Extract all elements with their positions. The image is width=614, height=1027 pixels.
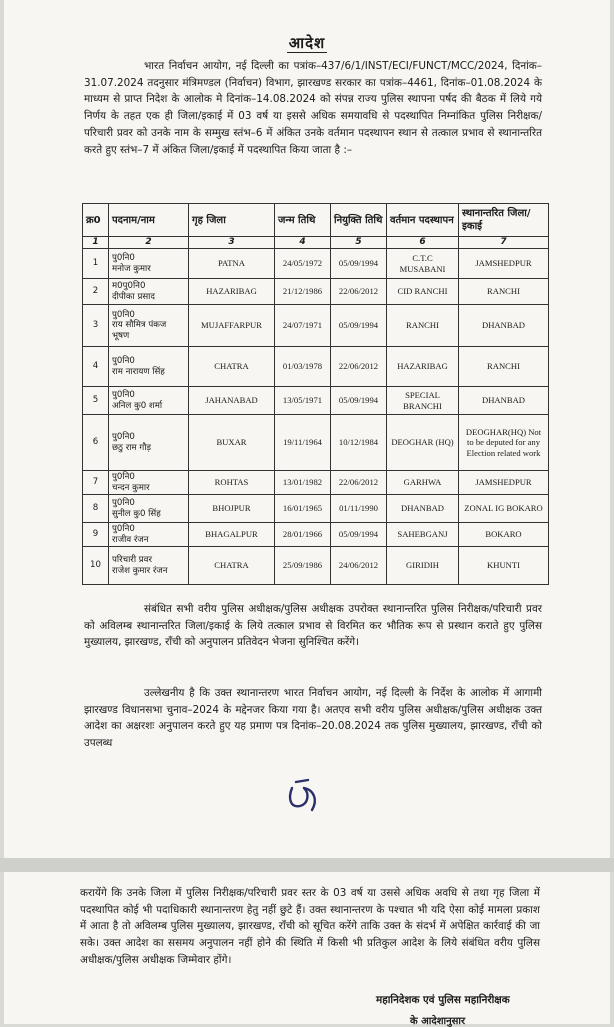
designation-label: पु0नि0 xyxy=(112,524,135,534)
col-num: 1 xyxy=(83,237,109,249)
home-district-cell: CHATRA xyxy=(189,347,275,387)
current-posting-cell: HAZARIBAG xyxy=(387,347,459,387)
doa-cell: 22/06/2012 xyxy=(331,471,387,495)
table-row xyxy=(83,305,549,347)
designation-label: पु0नि0 xyxy=(112,390,135,400)
table-row xyxy=(83,471,549,495)
transfer-cell: RANCHI xyxy=(459,279,549,305)
home-district-cell: BHAGALPUR xyxy=(189,523,275,547)
dob-cell: 28/01/1966 xyxy=(275,523,331,547)
table-row xyxy=(83,495,549,523)
sn-cell: 7 xyxy=(83,471,109,495)
home-district-cell: MUJAFFARPUR xyxy=(189,305,275,347)
designation-label: पु0नि0 xyxy=(112,253,135,263)
transfer-cell: ZONAL IG BOKARO xyxy=(459,495,549,523)
transfer-cell: DEOGHAR(HQ) Not to be deputed for any Election related work xyxy=(459,415,549,471)
name-cell xyxy=(109,471,189,495)
transfer-cell: BOKARO xyxy=(459,523,549,547)
sn-cell: 6 xyxy=(83,415,109,471)
current-posting-cell: RANCHI xyxy=(387,305,459,347)
name-cell xyxy=(109,523,189,547)
transfer-cell: RANCHI xyxy=(459,347,549,387)
name-cell xyxy=(109,495,189,523)
current-posting-cell: DHANBAD xyxy=(387,495,459,523)
col-num: 4 xyxy=(275,237,331,249)
home-district-cell: BUXAR xyxy=(189,415,275,471)
dob-cell: 13/05/1971 xyxy=(275,387,331,415)
officer-name: राय सौमित्र पंकज भूषण xyxy=(112,320,167,341)
doa-cell: 05/09/1994 xyxy=(331,305,387,347)
header-dob: जन्म तिथि xyxy=(275,204,331,237)
transfer-cell: KHUNTI xyxy=(459,547,549,585)
sn-cell: 5 xyxy=(83,387,109,415)
transfer-cell: JAMSHEDPUR xyxy=(459,471,549,495)
table-row xyxy=(83,387,549,415)
officer-name: राजीव रंजन xyxy=(112,534,149,545)
designation-label: परिचारी प्रवर xyxy=(112,555,152,565)
name-cell xyxy=(109,415,189,471)
doa-cell: 22/06/2012 xyxy=(331,347,387,387)
officer-name: राम नारायण सिंह xyxy=(112,366,165,377)
dob-cell: 13/01/1982 xyxy=(275,471,331,495)
header-doa: नियुक्ति तिथि xyxy=(331,204,387,237)
name-cell xyxy=(109,387,189,415)
doa-cell: 22/06/2012 xyxy=(331,279,387,305)
table-row xyxy=(83,523,549,547)
compliance-paragraph: संबंधित सभी वरीय पुलिस अधीक्षक/पुलिस अधीक्षक उपरोक्त स्थानान्तरित पुलिस निरीक्षक/परिचारी प्रवर को अविलम्ब स्थानान्तरित जिला/इकाई के लिये तत्काल प्रभाव से विरमित कर भौतिक रूप से प्रस्थान कराते हुए पुलिस मुख्यालय, झारखण्ड, राँची को अनुपालन प्रतिवेदन भेजना सुनिश्चित करेंगे। xyxy=(84,603,542,649)
doa-cell: 01/11/1990 xyxy=(331,495,387,523)
table-row xyxy=(83,279,549,305)
designation-label: पु0नि0 xyxy=(112,432,135,442)
dob-cell: 19/11/1964 xyxy=(275,415,331,471)
designation-label: पु0नि0 xyxy=(112,472,135,482)
sn-cell: 8 xyxy=(83,495,109,523)
name-cell xyxy=(109,347,189,387)
current-posting-cell: SAHEBGANJ xyxy=(387,523,459,547)
designation-label: पु0नि0 xyxy=(112,309,135,320)
continuation-paragraph: करायेंगे कि उनके जिला में पुलिस निरीक्षक/परिचारी प्रवर स्तर के 03 वर्ष या उससे अधिक अवधि से तथा गृह जिला में पदस्थापित कोई भी पदाधिकारी स्थानान्तरण हेतु नहीं छुटे हैं। उक्त स्थानान्तरण के पश्चात भी यदि ऐसा कोई मामला प्रकाश में आता है तो अविलम्ब पुलिस मुख्यालय, झारखण्ड, राँची को सूचित करेंगे ताकि उक्त के संदर्भ में अपेक्षित कार्रवाई की जा सके। उक्त आदेश का ससमय अनुपालन नहीं होने की स्थिति में किसी भी प्रतिकुल आदेश के लिये संबंधित वरीय पुलिस अधीक्षक/पुलिस अधीक्षक जिम्मेवार होंगे। xyxy=(80,887,540,966)
column-number-row xyxy=(83,237,549,249)
transfer-cell: JAMSHEDPUR xyxy=(459,249,549,279)
table-row xyxy=(83,415,549,471)
designation-label: पु0नि0 xyxy=(112,356,135,366)
designation-label: पु0नि0 xyxy=(112,498,135,508)
name-cell xyxy=(109,547,189,585)
header-sn: क्र0 xyxy=(83,204,109,237)
name-cell xyxy=(109,279,189,305)
home-district-cell: JAHANABAD xyxy=(189,387,275,415)
home-district-cell: HAZARIBAG xyxy=(189,279,275,305)
signatory-designation: महानिदेशक एवं पुलिस महानिरीक्षक xyxy=(376,994,510,1006)
table-row xyxy=(83,547,549,585)
officer-name: छठु राम गौड़ xyxy=(112,442,152,453)
sn-cell: 2 xyxy=(83,279,109,305)
transfer-cell: DHANBAD xyxy=(459,305,549,347)
officer-name: राजेश कुमार रंजन xyxy=(112,565,168,576)
col-num: 5 xyxy=(331,237,387,249)
name-cell xyxy=(109,305,189,347)
designation-label: म0पु0नि0 xyxy=(112,281,146,291)
sn-cell: 4 xyxy=(83,347,109,387)
current-posting-cell: DEOGHAR (HQ) xyxy=(387,415,459,471)
doa-cell: 05/09/1994 xyxy=(331,387,387,415)
table-row xyxy=(83,347,549,387)
current-posting-cell: GIRIDIH xyxy=(387,547,459,585)
document-title: आदेश xyxy=(288,34,326,52)
sn-cell: 9 xyxy=(83,523,109,547)
table-row xyxy=(83,249,549,279)
sn-cell: 10 xyxy=(83,547,109,585)
intro-paragraph: भारत निर्वाचन आयोग, नई दिल्ली का पत्रांक–437/6/1/INST/ECI/FUNCT/MCC/2024, दिनांक–31.07.2024 तदनुसार मंत्रिमण्डल (निर्वाचन) विभाग, झारखण्ड सरकार का पत्रांक–4461, दिनांक–01.08.2024 के माध्यम से प्राप्त निदेश के आलोक मे दिनांक–14.08.2024 को संपन्न राज्य पुलिस स्थापना पर्षद की बैठक में लिये गये निर्णय के तहत एक ही जिला/इकाई में 03 वर्ष या इससे अधिक समयावधि से पदस्थापित निम्नांकित पुलिस निरीक्षक/परिचारी प्रवर को उनके नाम के सम्मुख स्तंभ–6 में अंकित उनके वर्तमान पदस्थापन स्थान से तत्काल प्रभाव से स्थानान्तरित करते हुए स्तंभ–7 में अंकित जिला/इकाई में पदस्थापित किया जाता है :– xyxy=(84,60,542,156)
dob-cell: 01/03/1978 xyxy=(275,347,331,387)
col-num: 7 xyxy=(459,237,549,249)
current-posting-cell: SPECIAL BRANCHI xyxy=(387,387,459,415)
header-home-district: गृह जिला xyxy=(189,204,275,237)
home-district-cell: ROHTAS xyxy=(189,471,275,495)
transfer-table xyxy=(82,203,549,585)
dob-cell: 24/07/1971 xyxy=(275,305,331,347)
name-cell xyxy=(109,249,189,279)
sn-cell: 3 xyxy=(83,305,109,347)
col-num: 6 xyxy=(387,237,459,249)
current-posting-cell: CID RANCHI xyxy=(387,279,459,305)
sn-cell: 1 xyxy=(83,249,109,279)
doa-cell: 05/09/1994 xyxy=(331,249,387,279)
col-num: 2 xyxy=(109,237,189,249)
header-name: पदनाम/नाम xyxy=(109,204,189,237)
doa-cell: 24/06/2012 xyxy=(331,547,387,585)
home-district-cell: PATNA xyxy=(189,249,275,279)
officer-name: मनोज कुमार xyxy=(112,263,151,274)
officer-name: चन्दन कुमार xyxy=(112,482,150,493)
page-gap xyxy=(0,858,614,872)
officer-name: सुनील कु0 सिंह xyxy=(112,508,161,519)
current-posting-cell: C.T.C MUSABANI xyxy=(387,249,459,279)
dob-cell: 16/01/1965 xyxy=(275,495,331,523)
current-posting-cell: GARHWA xyxy=(387,471,459,495)
col-num: 3 xyxy=(189,237,275,249)
notice-paragraph: उल्लेखनीय है कि उक्त स्थानान्तरण भारत निर्वाचन आयोग, नई दिल्ली के निर्देश के आलोक में आगामी झारखण्ड विधानसभा चुनाव–2024 के मद्देनजर किया गया है। अतएव सभी वरीय पुलिस अधीक्षक/पुलिस अधीक्षक उक्त आदेश का अक्षरशः अनुपालन करते हुए यह प्रमाण पत्र दिनांक–20.08.2024 तक पुलिस मुख्यालय, झारखण्ड, राँची को उपलब्ध xyxy=(84,687,542,750)
home-district-cell: CHATRA xyxy=(189,547,275,585)
officer-name: दीपीका प्रसाद xyxy=(112,291,155,302)
signatory-order-note: के आदेशानुसार xyxy=(410,1016,466,1027)
home-district-cell: BHOJPUR xyxy=(189,495,275,523)
doa-cell: 10/12/1984 xyxy=(331,415,387,471)
signature xyxy=(274,770,334,820)
dob-cell: 25/09/1986 xyxy=(275,547,331,585)
dob-cell: 21/12/1986 xyxy=(275,279,331,305)
doa-cell: 05/09/1994 xyxy=(331,523,387,547)
document-page-1 xyxy=(4,0,610,858)
dob-cell: 24/05/1972 xyxy=(275,249,331,279)
header-current-posting: वर्तमान पदस्थापन xyxy=(387,204,459,237)
officer-name: अनिल कु0 शर्मा xyxy=(112,400,163,411)
transfer-cell: DHANBAD xyxy=(459,387,549,415)
table-header-row xyxy=(83,204,549,237)
header-transfer: स्थानान्तरित जिला/इकाई xyxy=(459,204,549,237)
